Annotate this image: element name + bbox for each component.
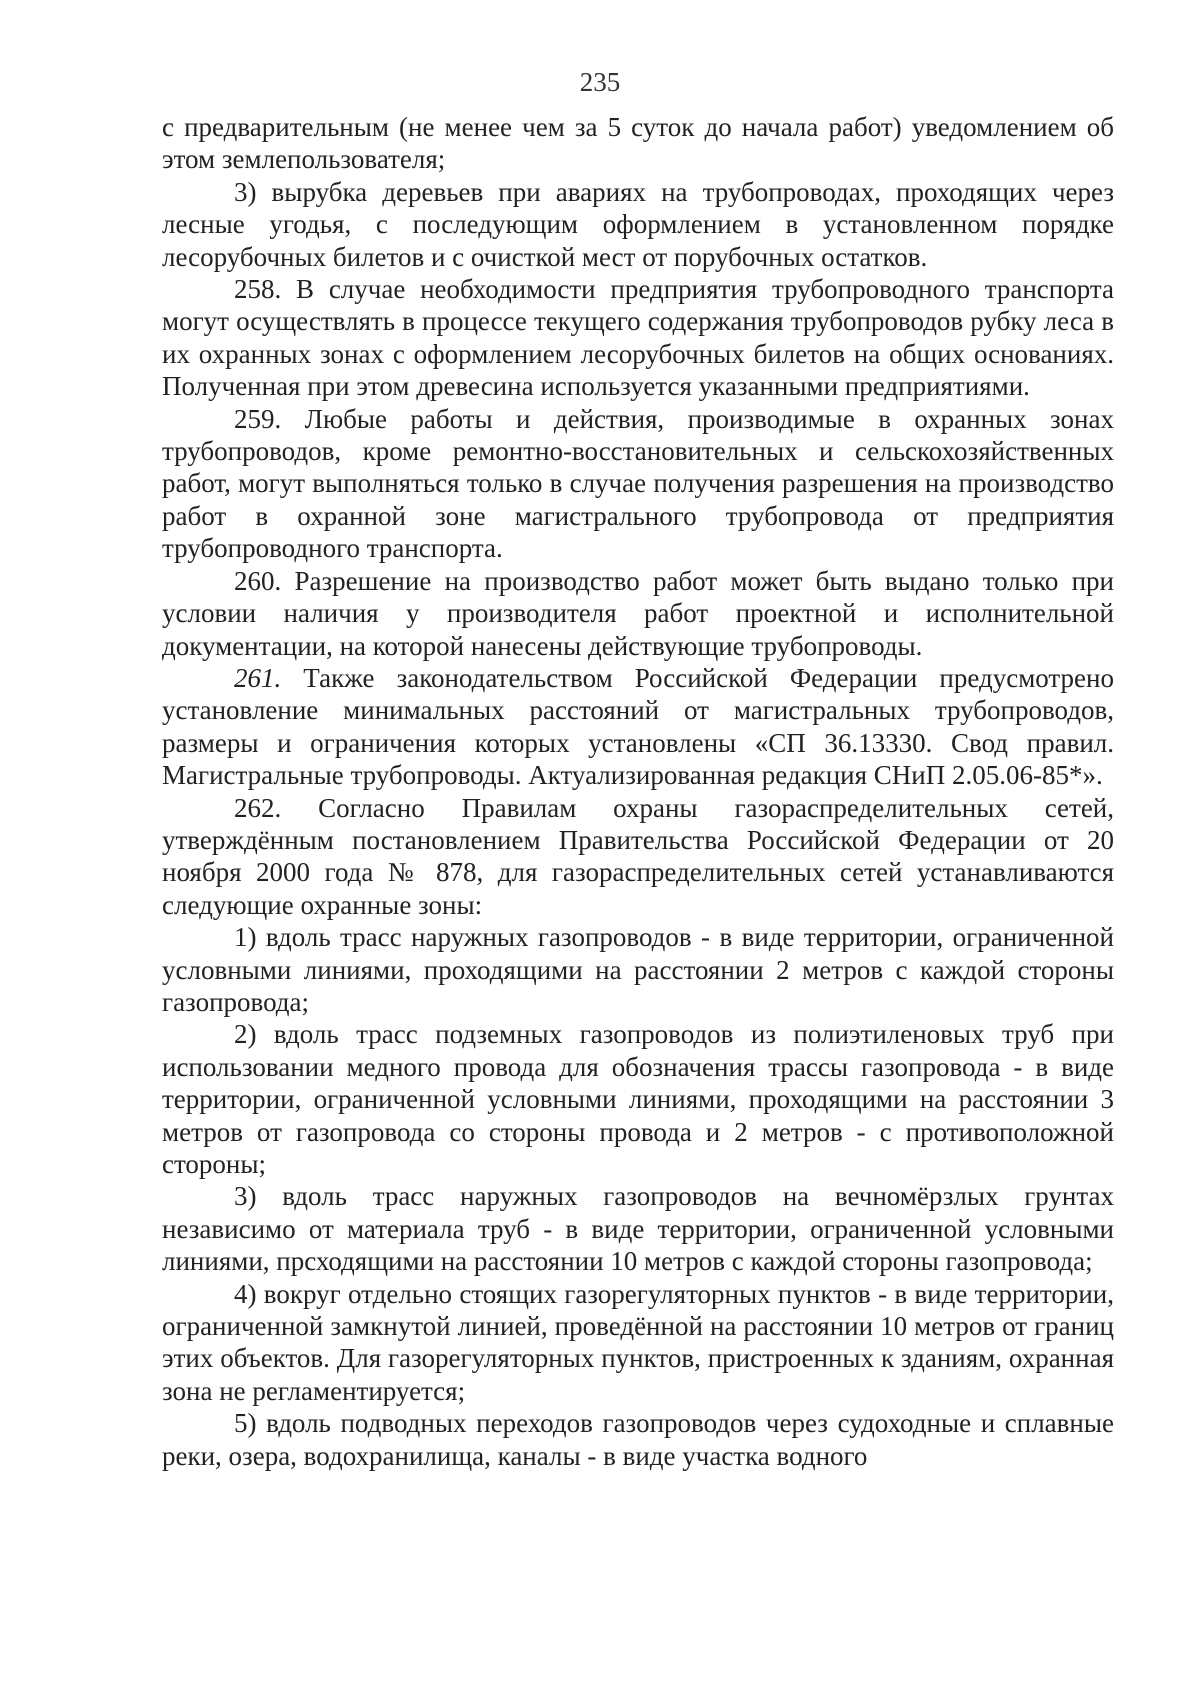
paragraph-262: 262. Согласно Правилам охраны газораспределительных сетей, утверждённым постановлением Правительства Российской Федерации от 20 ноября 2000 года № 878, для газораспределительных сетей устанавливаются следующие охранные зоны: bbox=[162, 792, 1114, 920]
list-item-4-regulator-points: 4) вокруг отдельно стоящих газорегуляторных пунктов - в виде территории, ограниченной замкнутой линией, проведённой на расстоянии 10 метров от границ этих объектов. Для газорегуляторных пунктов, пристроенных к зданиям, охранная зона не регламентируется; bbox=[162, 1278, 1114, 1406]
page-number: 235 bbox=[579, 67, 621, 97]
list-item-3-tree-felling: 3) вырубка деревьев при авариях на трубопроводах, проходящих через лесные угодья, с последующим оформлением в установленном порядке лесорубочных билетов и с очисткой мест от порубочных остатков. bbox=[162, 176, 1114, 272]
list-item-3-permafrost-pipelines: 3) вдоль трасс наружных газопроводов на вечномёрзлых грунтах независимо от материала труб - в виде территории, ограниченной условными линиями, прсходящими на расстоянии 10 метров с каждой стороны газопровода; bbox=[162, 1181, 1114, 1277]
paragraph-continuation: с предварительным (не менее чем за 5 суток до начала работ) уведомлением об этом землепользователя; bbox=[162, 112, 1114, 175]
document-body bbox=[162, 111, 1114, 1472]
list-item-1-external-pipelines: 1) вдоль трасс наружных газопроводов - в виде территории, ограниченной условными линиями, проходящими на расстоянии 2 метров с каждой стороны газопровода; bbox=[162, 922, 1114, 1017]
paragraph-259: 259. Любые работы и действия, производимые в охранных зонах трубопроводов, кроме ремонтно-восстановительных и сельскохозяйственных работ, могут выполняться только в случае получения разрешения на производство работ в охранной зоне магистрального трубопровода от предприятия трубопроводного транспорта. bbox=[162, 403, 1114, 564]
list-item-5-underwater-crossings: 5) вдоль подводных переходов газопроводов через судоходные и сплавные реки, озера, водохранилища, каналы - в виде участка водного bbox=[162, 1408, 1114, 1471]
paragraph-261 bbox=[162, 662, 1114, 792]
paragraph-261-number: 261. bbox=[234, 662, 282, 693]
paragraph-260: 260. Разрешение на производство работ может быть выдано только при условии наличия у производителя работ проектной и исполнительной документации, на которой нанесены действующие трубопроводы. bbox=[162, 565, 1114, 661]
list-item-2-polyethylene-pipelines: 2) вдоль трасс подземных газопроводов из полиэтиленовых труб при использовании медного провода для обозначения трассы газопровода - в виде территории, ограниченной условными линиями, проходящими на расстоянии 3 метров от газопровода со стороны провода и 2 метров - с противоположной стороны; bbox=[162, 1019, 1114, 1179]
paragraph-261-text: Также законодательством Российской Федерации предусмотрено установление минимальных расстояний от магистральных трубопроводов, размеры и ограничения которых установлены «СП 36.13330. Свод правил. Магистральные трубопроводы. Актуализированная редакция СНиП 2.05.06-85*». bbox=[162, 662, 1114, 791]
paragraph-258: 258. В случае необходимости предприятия трубопроводного транспорта могут осуществлять в процессе текущего содержания трубопроводов рубку леса в их охранных зонах с оформлением лесорубочных билетов на общих основаниях. Полученная при этом древесина используется указанными предприятиями. bbox=[162, 274, 1114, 402]
